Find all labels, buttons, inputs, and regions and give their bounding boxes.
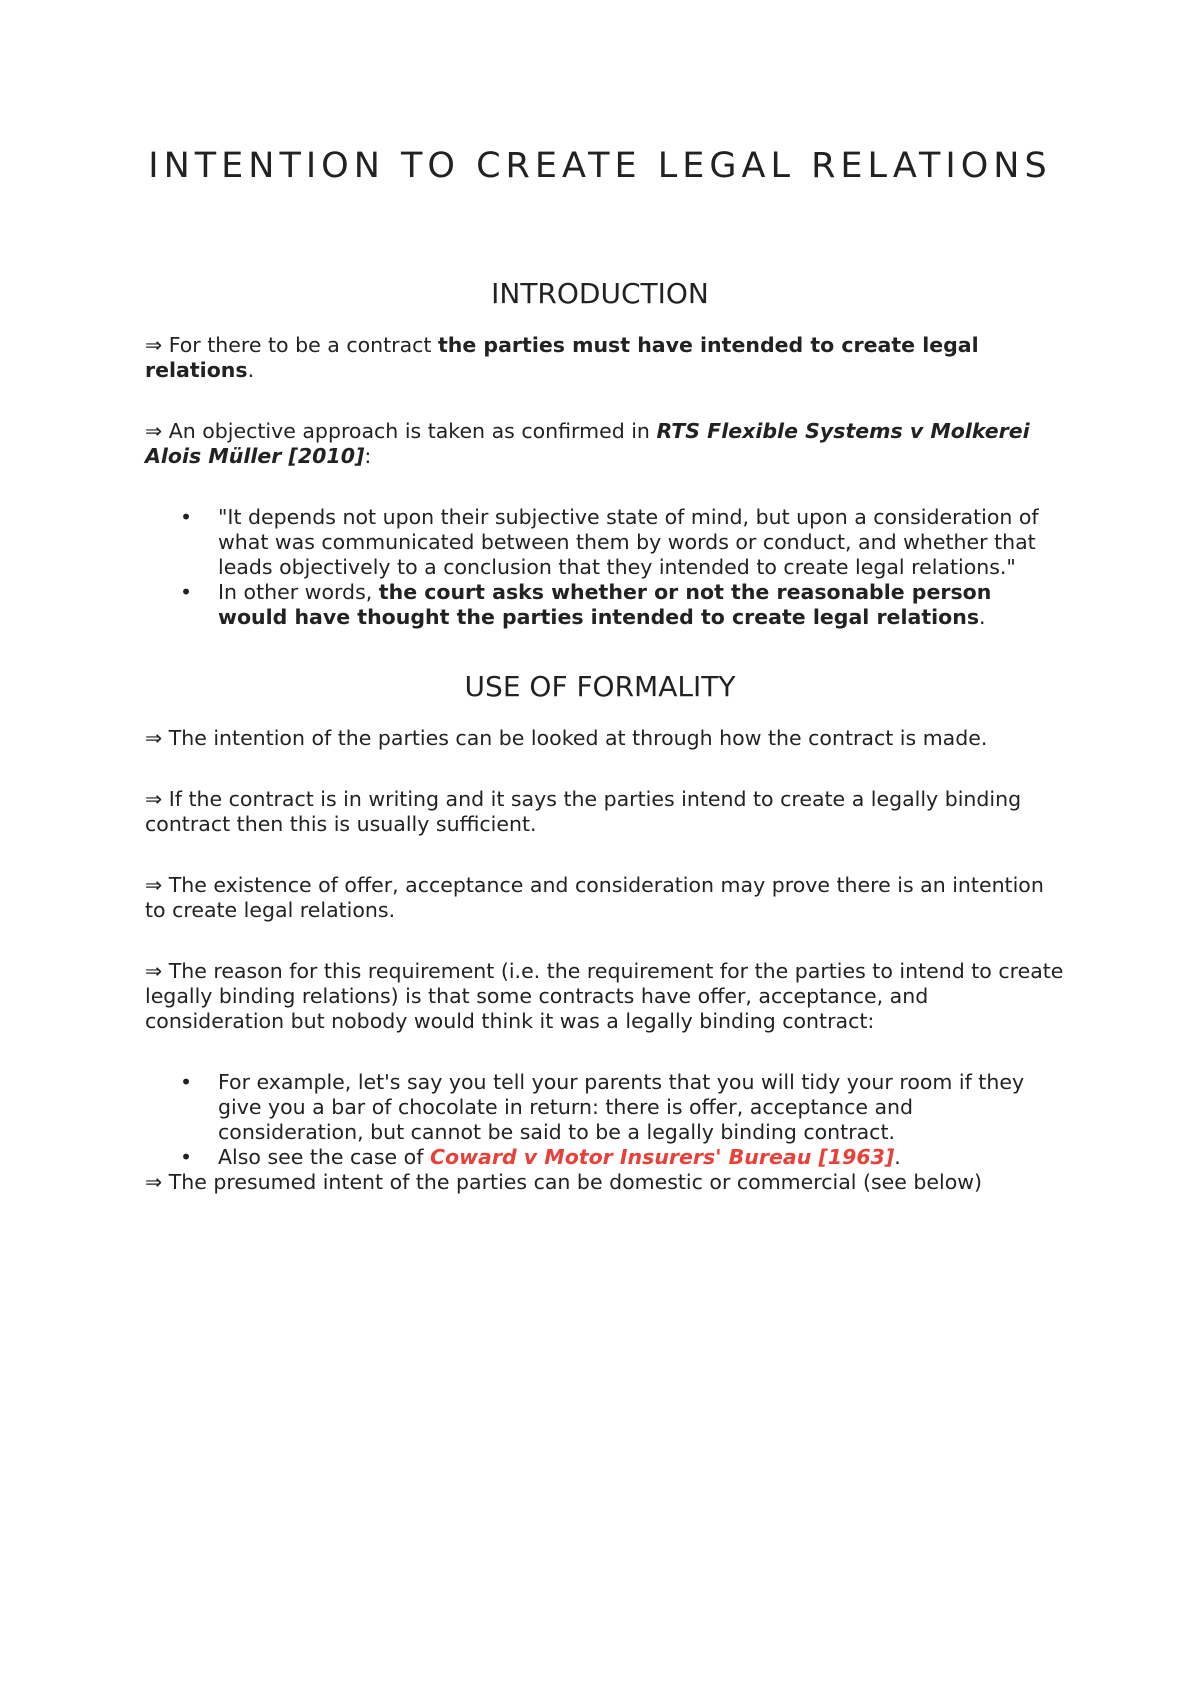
paragraph-contract-requirement: ⇒ For there to be a contract the parties must have intended to create legal relations. <box>145 333 979 382</box>
arrow-icon: ⇒ <box>145 333 163 357</box>
paragraph-formality-2: ⇒ If the contract is in writing and it says the parties intend to create a legally binding contract then this is usually sufficient. <box>145 787 1022 836</box>
quote-text: "It depends not upon their subjective state of mind, but upon a consideration of what was communicated between them by words or conduct, and whether that leads objectively to a conclusion that they intended to create legal relations." <box>218 505 1039 579</box>
arrow-icon: ⇒ <box>145 419 163 443</box>
paragraph-formality-1: ⇒ The intention of the parties can be looked at through how the contract is made. <box>145 726 988 750</box>
paragraph-formality-3: ⇒ The existence of offer, acceptance and consideration may prove there is an intention to create legal relations. <box>145 873 1044 922</box>
bullet-icon: • <box>180 1070 193 1094</box>
paragraph-formality-5: ⇒ The presumed intent of the parties can be domestic or commercial (see below) <box>145 1170 983 1194</box>
case-link[interactable]: Coward v Motor Insurers' Bureau [1963] <box>429 1145 895 1169</box>
bullet-icon: • <box>180 1145 193 1169</box>
emphasis-text: the court asks whether or not the reasonable person would have thought the parties intended to create legal relations <box>218 580 992 629</box>
case-citation: RTS Flexible Systems v Molkerei Alois Müller [2010] <box>145 419 1030 468</box>
section-heading-introduction: INTRODUCTION <box>491 277 709 310</box>
paragraph-formality-4: ⇒ The reason for this requirement (i.e. the requirement for the parties to intend to create legally binding relations) is that some contracts have offer, acceptance, and consideration but nobody would think it was a legally binding contract: <box>145 959 1064 1033</box>
document-body <box>145 277 1065 1195</box>
bullet-icon: • <box>180 580 193 604</box>
list-item: • In other words, the court asks whether or not the reasonable person would have thought the parties intended to create legal relations. <box>180 580 992 629</box>
section-heading-use-of-formality: USE OF FORMALITY <box>464 670 736 703</box>
document-title: INTENTION TO CREATE LEGAL RELATIONS <box>148 146 1052 186</box>
list-item <box>145 505 1065 580</box>
bullet-list-introduction <box>145 505 1065 630</box>
emphasis-text: the parties must have intended to create legal relations <box>145 333 979 382</box>
bullet-list-formality <box>145 1070 1065 1170</box>
list-item: • Also see the case of Coward v Motor Insurers' Bureau [1963]. <box>180 1145 901 1169</box>
paragraph-objective-approach: ⇒ An objective approach is taken as confirmed in RTS Flexible Systems v Molkerei Alois Müller [2010]: <box>145 419 1030 468</box>
list-item: • For example, let's say you tell your parents that you will tidy your room if they give you a bar of chocolate in return: there is offer, acceptance and consideration, but cannot be said to be a legally binding contract. <box>180 1070 1025 1144</box>
bullet-icon: • <box>180 505 193 529</box>
